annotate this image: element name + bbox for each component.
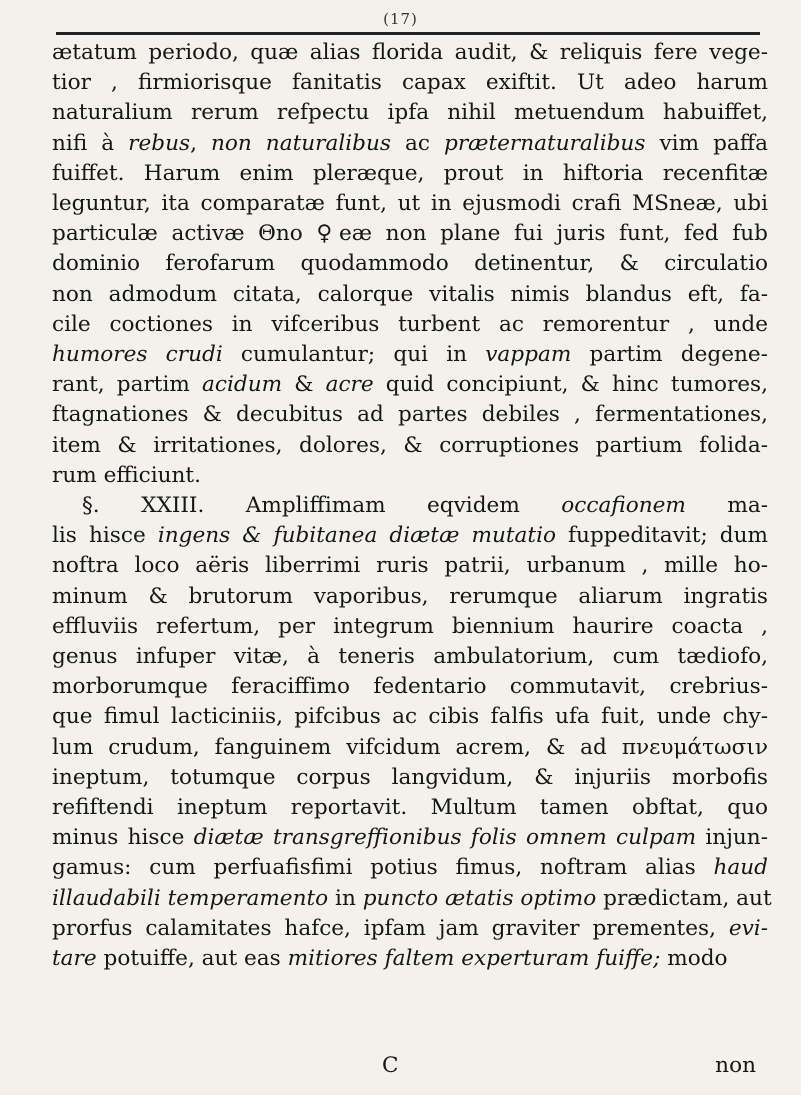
text-line: dominio ferofarum quodammodo detinentur, & circulatio [52,251,768,277]
text-line: non admodum citata, calorque vitalis nimis blandus eft, fa- [52,281,768,307]
text-line: noftra loco aëris liberrimi ruris patrii, urbanum , mille ho- [52,553,768,579]
text-line: rum efficiunt. [52,462,201,488]
text-line: que fimul lacticiniis, pifcibus ac cibis falfis ufa fuit, unde chy- [52,704,768,730]
text-line: refiftendi ineptum reportavit. Multum tamen obftat, quo [52,795,768,821]
text-line: humores crudi cumulantur; qui in vappam partim degene- [52,342,768,368]
signature-mark: C [382,1053,399,1078]
text-line: ineptum, totumque corpus langvidum, & injuriis morbofis [52,764,768,790]
text-line: §. XXIII. Ampliffimam eqvidem occafionem ma- [82,493,768,519]
text-line: prorfus calamitates hafce, ipfam jam graviter prementes, evi- [52,915,768,941]
text-line: tior , firmiorisque fanitatis capax exiftit. Ut adeo harum [52,70,768,96]
text-line: minus hisce diætæ transgreffionibus folis omnem culpam injun- [52,825,769,851]
header-rule [56,32,760,35]
text-line: effluviis refertum, per integrum biennium haurire coacta , [52,613,768,639]
text-line: nifi à rebus, non naturalibus ac præternaturalibus vim paffa [52,130,768,156]
text-line: particulæ activæ Θno ♀eæ non plane fui juris funt, fed fub [52,221,768,247]
text-line: genus infuper vitæ, à teneris ambulatorium, cum tædiofo, [52,644,768,670]
text-line: ftagnationes & decubitus ad partes debiles , fermentationes, [52,402,768,428]
text-line: gamus: cum perfuafisfimi potius fimus, noftram alias haud [52,855,768,881]
body-text [52,38,772,974]
text-line: tare potuiffe, aut eas mitiores faltem experturam fuiffe; modo [52,946,728,972]
text-line: lum crudum, fanguinem vifcidum acrem, & ad πνευμάτωσιν [52,734,768,760]
text-line: fuiffet. Harum enim pleræque, prout in hiftoria recenfitæ [52,160,768,186]
catchword: non [715,1053,756,1078]
text-line: leguntur, ita comparatæ funt, ut in ejusmodi crafi MSneæ, ubi [52,191,768,217]
text-line: rant, partim acidum & acre quid concipiunt, & hinc tumores, [52,372,769,398]
text-line: item & irritationes, dolores, & corruptiones partium folida- [52,432,768,458]
text-line: naturalium rerum refpectu ipfa nihil metuendum habuiffet, [52,100,768,126]
text-line: cile coctiones in vifceribus turbent ac remorentur , unde [52,311,768,337]
text-line: minum & brutorum vaporibus, rerumque aliarum ingratis [52,583,768,609]
page-number-header: (17) [383,10,418,28]
text-line: illaudabili temperamento in puncto ætatis optimo prædictam, aut [52,885,772,911]
text-line: ætatum periodo, quæ alias florida audit, & reliquis fere vege- [52,40,768,65]
text-line: morborumque feraciffimo fedentario commutavit, crebrius- [52,674,768,700]
text-line: lis hisce ingens & fubitanea diætæ mutatio fuppeditavit; dum [52,523,768,549]
